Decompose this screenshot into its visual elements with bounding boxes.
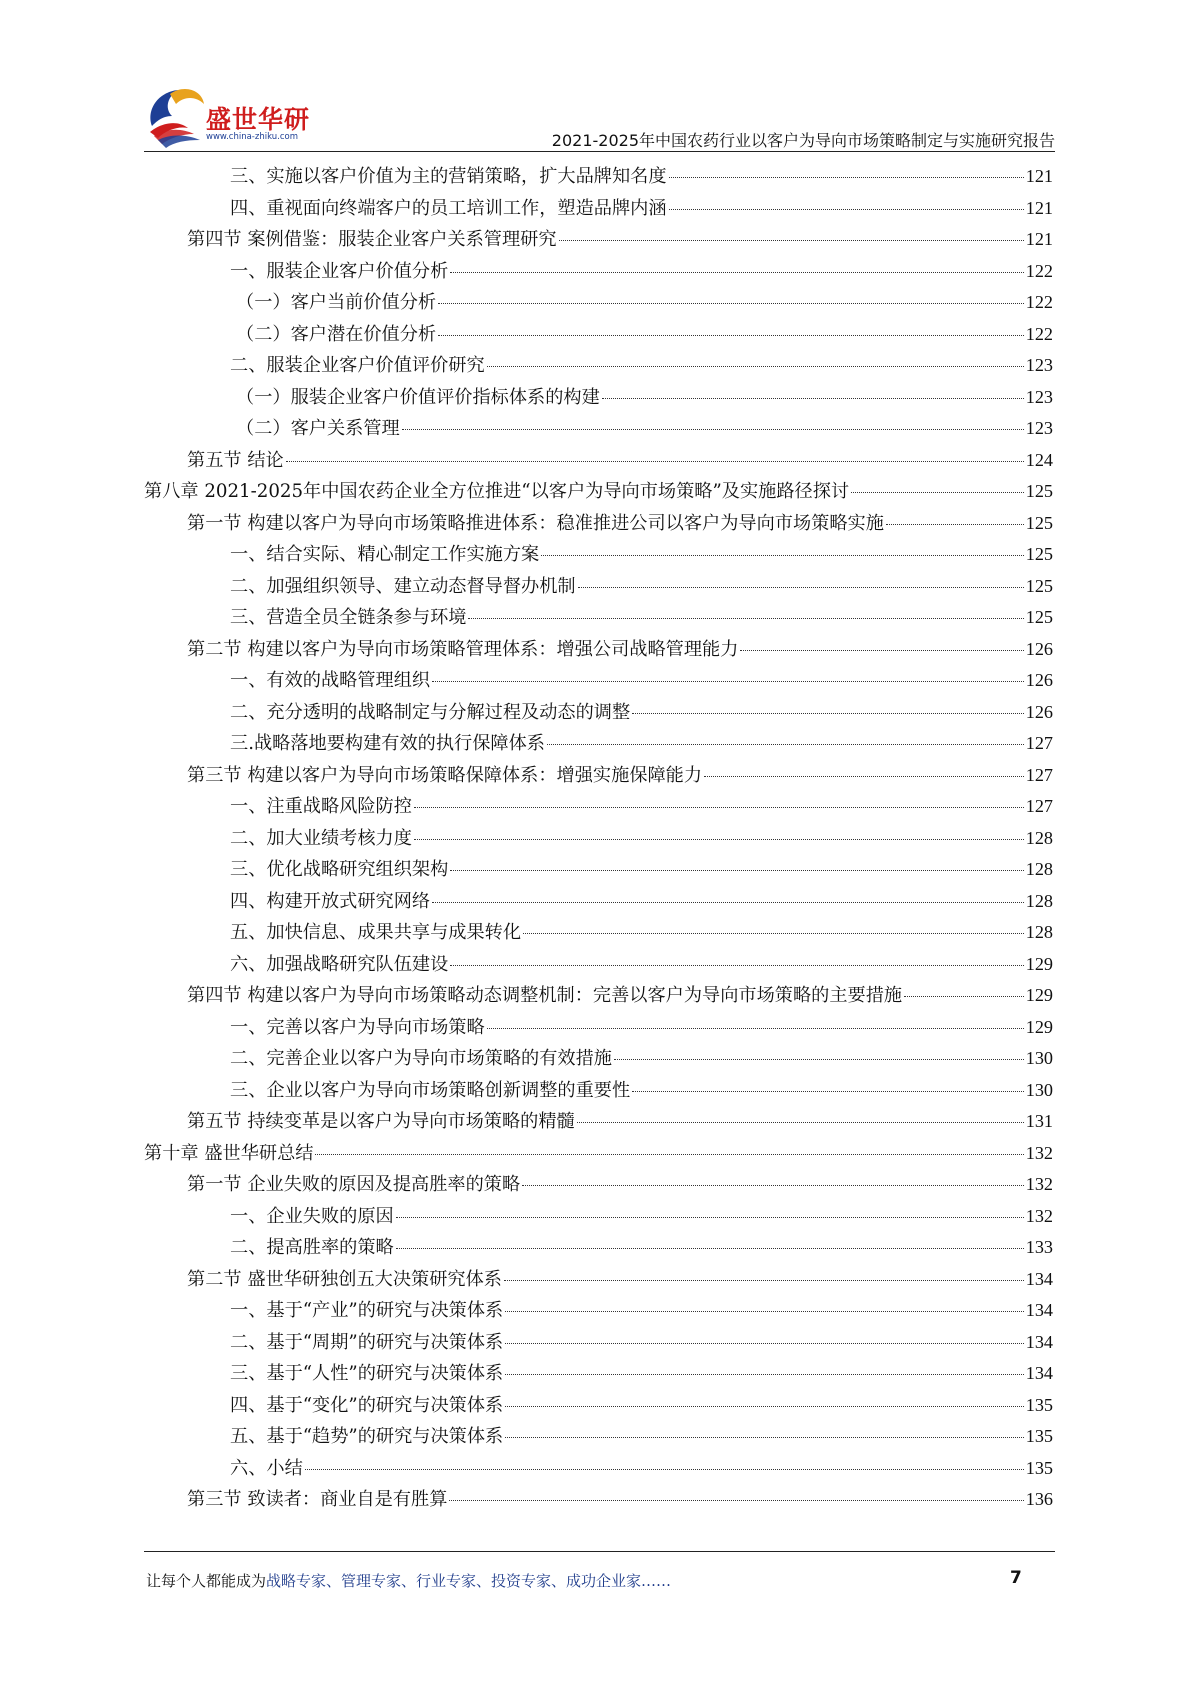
toc-entry-page: 127 <box>1025 733 1053 753</box>
toc-dot-leader <box>468 618 1023 619</box>
toc-entry[interactable] <box>144 414 1053 446</box>
toc-entry-title: 一、完善以客户为导向市场策略 <box>230 1016 485 1038</box>
toc-dot-leader <box>505 1406 1023 1407</box>
toc-dot-leader <box>886 524 1024 525</box>
toc-entry-page: 121 <box>1025 197 1053 218</box>
toc-entry-page: 128 <box>1025 827 1053 848</box>
toc-entry-page: 127 <box>1025 764 1053 785</box>
toc-entry-page: 135 <box>1025 1394 1053 1415</box>
footer-slogan <box>146 1570 671 1591</box>
toc-dot-leader <box>669 209 1024 210</box>
toc-entry-page: 123 <box>1025 386 1053 407</box>
toc-entry-page: 122 <box>1025 323 1053 344</box>
toc-entry[interactable] <box>144 1170 1053 1202</box>
toc-entry-title: 第四节 案例借鉴：服装企业客户关系管理研究 <box>187 229 557 250</box>
toc-entry[interactable] <box>144 257 1053 289</box>
toc-dot-leader <box>547 744 1024 745</box>
toc-entry-page: 123 <box>1025 418 1053 438</box>
toc-entry-title: 四、基于“变化”的研究与决策体系 <box>230 1394 504 1416</box>
toc-entry[interactable] <box>144 824 1053 856</box>
toc-dot-leader <box>414 807 1024 808</box>
toc-entry[interactable] <box>144 1265 1053 1297</box>
toc-entry-title: 二、充分透明的战略制定与分解过程及动态的调整 <box>230 701 631 723</box>
toc-entry[interactable] <box>144 194 1053 226</box>
toc-entry-title: 第五节 结论 <box>187 449 284 471</box>
toc-entry-title: （二）客户关系管理 <box>236 418 400 439</box>
toc-entry[interactable] <box>144 320 1053 352</box>
toc-entry[interactable] <box>144 1328 1053 1360</box>
toc-entry[interactable] <box>144 1422 1053 1454</box>
toc-dot-leader <box>904 996 1024 997</box>
toc-entry-page: 135 <box>1025 1457 1053 1478</box>
toc-entry[interactable] <box>144 1107 1053 1139</box>
toc-dot-leader <box>704 776 1024 777</box>
toc-entry-title: 二、基于“周期”的研究与决策体系 <box>230 1331 504 1353</box>
toc-dot-leader <box>487 1028 1024 1029</box>
toc-entry-title: 第十章 盛世华研总结 <box>144 1142 314 1164</box>
toc-dot-leader <box>602 398 1024 399</box>
toc-entry-page: 130 <box>1025 1079 1053 1100</box>
toc-entry[interactable] <box>144 855 1053 887</box>
toc-dot-leader <box>449 1500 1023 1501</box>
toc-dot-leader <box>286 461 1024 462</box>
toc-entry-title: 第八章 2021-2025年中国农药企业全方位推进“以客户为导向市场策略”及实施路径探讨 <box>144 481 850 502</box>
toc-entry[interactable] <box>144 162 1053 194</box>
toc-entry[interactable] <box>144 1391 1053 1423</box>
toc-entry-page: 128 <box>1025 890 1053 911</box>
toc-entry-page: 129 <box>1025 1016 1053 1037</box>
toc-entry-page: 134 <box>1025 1268 1053 1289</box>
toc-dot-leader <box>505 1374 1023 1375</box>
toc-entry-page: 125 <box>1025 512 1053 533</box>
toc-entry-page: 126 <box>1025 701 1053 722</box>
report-title: 2021-2025年中国农药行业以客户为导向市场策略制定与实施研究报告 <box>551 131 1055 150</box>
toc-entry-page: 128 <box>1025 859 1053 879</box>
toc-entry-page: 125 <box>1025 481 1053 501</box>
toc-dot-leader <box>305 1469 1024 1470</box>
toc-dot-leader <box>523 933 1024 934</box>
toc-entry-title: 一、结合实际、精心制定工作实施方案 <box>230 544 540 565</box>
toc-entry[interactable] <box>144 635 1053 667</box>
toc-entry-title: 第三节 构建以客户为导向市场策略保障体系：增强实施保障能力 <box>187 764 703 786</box>
toc-entry-page: 132 <box>1025 1142 1053 1163</box>
toc-entry[interactable] <box>144 288 1053 320</box>
toc-dot-leader <box>438 335 1024 336</box>
toc-entry-title: 三、基于“人性”的研究与决策体系 <box>230 1363 504 1384</box>
toc-entry-page: 127 <box>1025 796 1053 816</box>
toc-entry-title: 第一节 企业失败的原因及提高胜率的策略 <box>187 1174 521 1195</box>
header-divider <box>144 151 1055 152</box>
toc-entry-title: 二、完善企业以客户为导向市场策略的有效措施 <box>230 1048 612 1069</box>
toc-entry-title: 五、加快信息、成果共享与成果转化 <box>230 922 522 943</box>
toc-dot-leader <box>432 902 1024 903</box>
toc-entry-title: 四、重视面向终端客户的员工培训工作，塑造品牌内涵 <box>230 197 667 219</box>
toc-entry-page: 125 <box>1025 607 1053 627</box>
toc-entry[interactable] <box>144 1485 1053 1517</box>
toc-entry-title: 二、提高胜率的策略 <box>230 1237 394 1258</box>
toc-entry-title: 六、小结 <box>230 1457 303 1479</box>
toc-dot-leader <box>396 1217 1024 1218</box>
toc-entry-title: 六、加强战略研究队伍建设 <box>230 953 449 975</box>
toc-dot-leader <box>438 303 1024 304</box>
logo-emblem-icon <box>144 82 208 148</box>
toc-dot-leader <box>577 1122 1024 1123</box>
toc-entry[interactable] <box>144 351 1053 383</box>
toc-entry-page: 130 <box>1025 1048 1053 1068</box>
toc-dot-leader <box>315 1154 1023 1155</box>
toc-entry-title: （一）服装企业客户价值评价指标体系的构建 <box>236 386 600 408</box>
toc-entry-page: 133 <box>1025 1237 1053 1257</box>
toc-entry-page: 132 <box>1025 1174 1053 1194</box>
toc-entry-page: 134 <box>1025 1300 1053 1320</box>
toc-entry-page: 125 <box>1025 544 1053 564</box>
toc-entry[interactable] <box>144 1296 1053 1328</box>
toc-entry-page: 134 <box>1025 1331 1053 1352</box>
toc-entry[interactable] <box>144 950 1053 982</box>
toc-entry-page: 136 <box>1025 1489 1053 1509</box>
toc-entry-page: 121 <box>1025 229 1053 249</box>
toc-entry-title: 三、营造全员全链条参与环境 <box>230 607 467 628</box>
toc-entry[interactable] <box>144 1202 1053 1234</box>
toc-dot-leader <box>414 839 1024 840</box>
toc-entry[interactable] <box>144 761 1053 793</box>
toc-entry-title: 三、企业以客户为导向市场策略创新调整的重要性 <box>230 1079 631 1101</box>
toc-entry[interactable] <box>144 729 1053 761</box>
toc-entry-title: 第五节 持续变革是以客户为导向市场策略的精髓 <box>187 1111 575 1132</box>
toc-entry-page: 126 <box>1025 670 1053 690</box>
toc-dot-leader <box>614 1059 1024 1060</box>
toc-dot-leader <box>505 1343 1023 1344</box>
toc-entry-title: 二、加强组织领导、建立动态督导督办机制 <box>230 575 576 597</box>
table-of-contents <box>144 162 1053 1517</box>
page-header <box>144 78 1055 170</box>
toc-dot-leader <box>504 1280 1024 1281</box>
toc-entry[interactable] <box>144 698 1053 730</box>
toc-entry-title: 第一节 构建以客户为导向市场策略推进体系：稳准推进公司以客户为导向市场策略实施 <box>187 512 884 534</box>
toc-entry-title: （一）客户当前价值分析 <box>236 292 437 313</box>
footer-slogan-prefix: 让每个人都能成为 <box>146 1572 267 1590</box>
toc-entry[interactable] <box>144 1359 1053 1391</box>
toc-entry-page: 131 <box>1025 1111 1053 1131</box>
toc-entry-title: 一、注重战略风险防控 <box>230 796 412 817</box>
toc-entry-page: 122 <box>1025 292 1053 312</box>
toc-entry-page: 124 <box>1025 449 1053 470</box>
toc-dot-leader <box>851 492 1024 493</box>
toc-entry-title: 第二节 构建以客户为导向市场策略管理体系：增强公司战略管理能力 <box>187 638 739 660</box>
toc-entry-page: 126 <box>1025 638 1053 659</box>
toc-dot-leader <box>450 272 1023 273</box>
toc-entry[interactable] <box>144 1013 1053 1045</box>
toc-entry-page: 121 <box>1025 166 1053 186</box>
footer-divider <box>144 1551 1055 1552</box>
toc-entry-page: 134 <box>1025 1363 1053 1383</box>
toc-entry-page: 122 <box>1025 260 1053 281</box>
toc-dot-leader <box>522 1185 1024 1186</box>
toc-entry[interactable] <box>144 1076 1053 1108</box>
toc-entry-page: 128 <box>1025 922 1053 942</box>
toc-dot-leader <box>450 870 1023 871</box>
toc-entry-title: 一、基于“产业”的研究与决策体系 <box>230 1300 504 1321</box>
toc-entry[interactable] <box>144 792 1053 824</box>
toc-entry-title: 第二节 盛世华研独创五大决策研究体系 <box>187 1268 502 1290</box>
footer-slogan-emphasis: 战略专家、管理专家、行业专家、投资专家、成功企业家…… <box>266 1572 672 1590</box>
toc-dot-leader <box>541 555 1024 556</box>
toc-dot-leader <box>669 177 1024 178</box>
company-logo <box>144 82 314 158</box>
toc-entry[interactable] <box>144 603 1053 635</box>
page-number: 7 <box>1010 1568 1022 1588</box>
toc-entry-title: 三.战略落地要构建有效的执行保障体系 <box>230 733 545 754</box>
toc-entry-title: 二、服装企业客户价值评价研究 <box>230 355 485 376</box>
toc-entry-page: 129 <box>1025 953 1053 974</box>
toc-entry[interactable] <box>144 383 1053 415</box>
toc-dot-leader <box>578 587 1024 588</box>
toc-dot-leader <box>432 681 1024 682</box>
toc-dot-leader <box>632 713 1024 714</box>
toc-dot-leader <box>402 429 1024 430</box>
toc-entry-title: 五、基于“趋势”的研究与决策体系 <box>230 1426 504 1447</box>
toc-entry[interactable] <box>144 225 1053 257</box>
toc-entry-page: 132 <box>1025 1205 1053 1226</box>
toc-dot-leader <box>396 1248 1024 1249</box>
toc-entry-title: （二）客户潜在价值分析 <box>236 323 437 345</box>
toc-entry[interactable] <box>144 572 1053 604</box>
toc-dot-leader <box>505 1311 1023 1312</box>
toc-dot-leader <box>450 965 1023 966</box>
toc-dot-leader <box>559 240 1024 241</box>
toc-entry-title: 一、企业失败的原因 <box>230 1205 394 1227</box>
toc-dot-leader <box>632 1091 1024 1092</box>
toc-entry-title: 第三节 致读者：商业自是有胜算 <box>187 1489 448 1510</box>
toc-dot-leader <box>740 650 1023 651</box>
toc-entry-title: 一、服装企业客户价值分析 <box>230 260 449 282</box>
toc-entry-title: 二、加大业绩考核力度 <box>230 827 412 849</box>
logo-name: 盛世华研 <box>206 105 311 134</box>
logo-url: www.china-zhiku.com <box>206 132 298 142</box>
toc-entry-title: 第四节 构建以客户为导向市场策略动态调整机制：完善以客户为导向市场策略的主要措施 <box>187 985 903 1006</box>
toc-entry[interactable] <box>144 509 1053 541</box>
toc-entry[interactable] <box>144 477 1053 509</box>
toc-entry[interactable] <box>144 887 1053 919</box>
toc-entry[interactable] <box>144 918 1053 950</box>
toc-dot-leader <box>487 366 1024 367</box>
toc-entry-page: 125 <box>1025 575 1053 596</box>
toc-entry[interactable] <box>144 540 1053 572</box>
toc-entry[interactable] <box>144 1139 1053 1171</box>
toc-entry[interactable] <box>144 1233 1053 1265</box>
toc-entry-title: 三、实施以客户价值为主的营销策略，扩大品牌知名度 <box>230 166 667 187</box>
toc-entry-page: 123 <box>1025 355 1053 375</box>
toc-entry-page: 129 <box>1025 985 1053 1005</box>
toc-entry[interactable] <box>144 446 1053 478</box>
toc-entry-page: 135 <box>1025 1426 1053 1446</box>
toc-entry[interactable] <box>144 666 1053 698</box>
toc-entry[interactable] <box>144 981 1053 1013</box>
toc-dot-leader <box>505 1437 1023 1438</box>
toc-entry[interactable] <box>144 1454 1053 1486</box>
toc-entry-title: 四、构建开放式研究网络 <box>230 890 431 912</box>
toc-entry-title: 三、优化战略研究组织架构 <box>230 859 449 880</box>
toc-entry-title: 一、有效的战略管理组织 <box>230 670 431 691</box>
toc-entry[interactable] <box>144 1044 1053 1076</box>
